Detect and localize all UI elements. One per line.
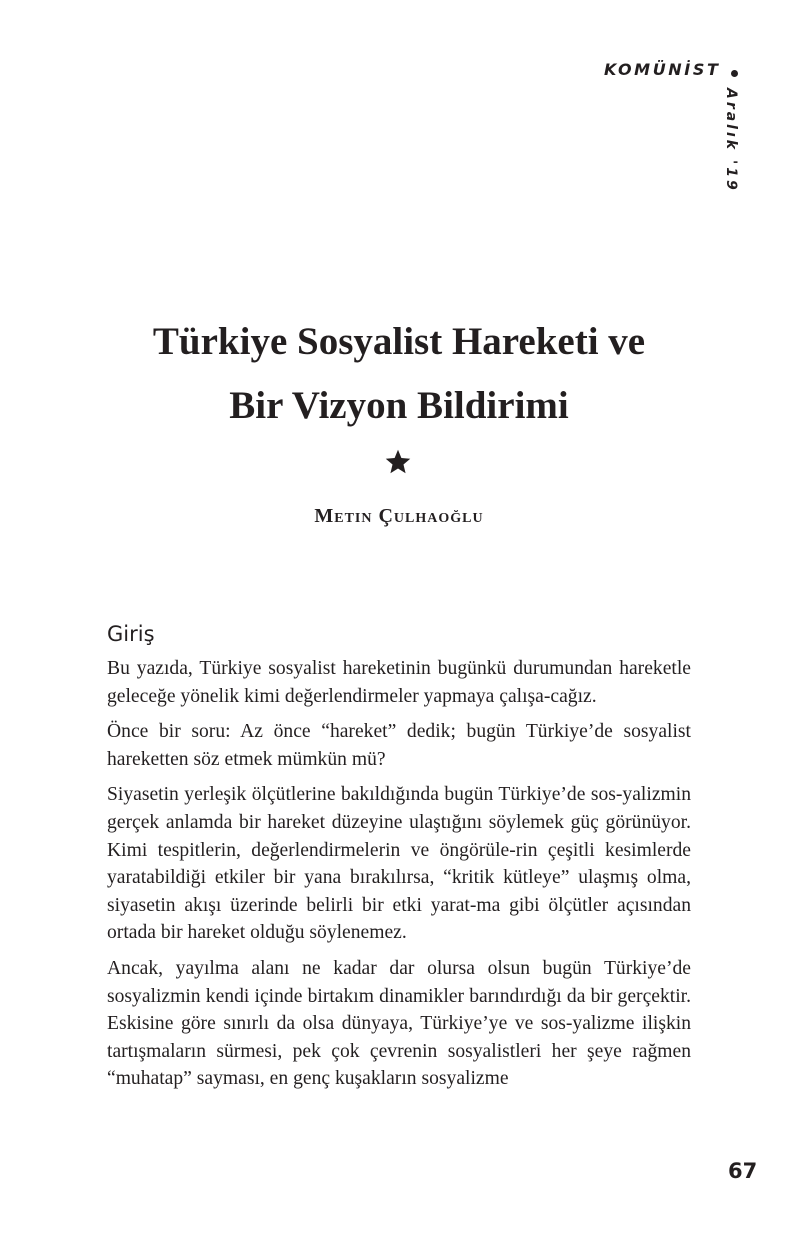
title-line-2: Bir Vizyon Bildirimi	[229, 384, 569, 427]
article-body	[107, 655, 691, 1101]
section-heading: Giriş	[107, 622, 155, 646]
journal-name: KOMÜNİST	[604, 60, 721, 79]
bullet-dot-icon	[731, 70, 738, 77]
paragraph: Bu yazıda, Türkiye sosyalist hareketinin bugünkü durumundan hareketle geleceğe yönelik kimi değerlendirmeler yapmaya çalışa-cağız.	[107, 658, 691, 707]
article-title	[100, 310, 698, 438]
title-line-1: Türkiye Sosyalist Hareketi ve	[152, 320, 646, 363]
star-icon	[384, 448, 412, 476]
paragraph: Ancak, yayılma alanı ne kadar dar olursa olsun bugün Türkiye’de sosyalizmin kendi içinde birtakım dinamikler barındırdığı da bir gerçektir. Eskisine göre sınırlı da olsa dünyaya, Türkiye’ye ve sos-yalizme ilişkin tartışmaların sürmesi, pek çok çevrenin sosyalistleri her şeye rağmen “muhatap” sayması, en genç kuşakların sosyalizme	[107, 957, 691, 1090]
issue-date: Aralık '19	[723, 88, 739, 193]
page-number: 67	[728, 1159, 758, 1183]
paragraph: Siyasetin yerleşik ölçütlerine bakıldığında bugün Türkiye’de sos-yalizmin gerçek anlamda bir hareket düzeyine ulaştığını söylemek güç görünüyor. Kimi tespitlerin, değerlendirmelerin ve öngörüle-rin çeşitli kesimlerde yaratabildiği etkiler bir yana bırakılırsa, “kritik kütleye” ulaşmış olma, siyasetin akışı üzerinde belirli bir etki yarat-ma gibi ölçütler açısından ortada bir hareket olduğu söylenemez.	[107, 784, 691, 944]
paragraph: Önce bir soru: Az önce “hareket” dedik; bugün Türkiye’de sosyalist hareketten söz etmek mümkün mü?	[107, 721, 691, 770]
author-name: Metin Çulhaoğlu	[314, 505, 484, 527]
